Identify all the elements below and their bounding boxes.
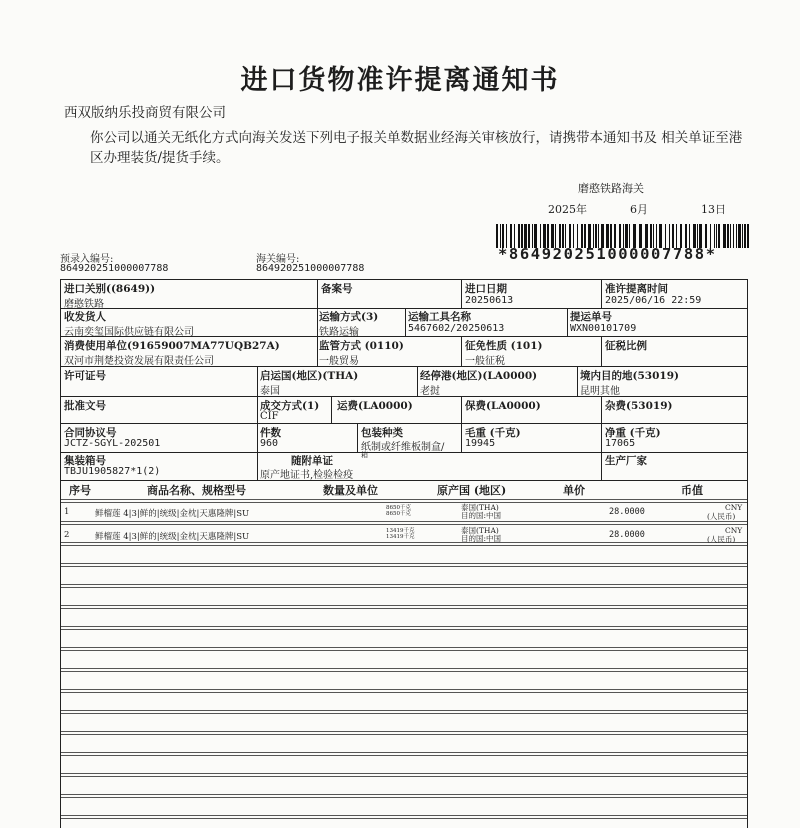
goods-row-origin: 泰国(THA): [461, 503, 499, 512]
gross-weight-label: 毛重 (千克): [465, 427, 521, 439]
goods-row-currency-name: (人民币): [707, 535, 736, 544]
col-header-origin: 原产国 (地区): [437, 484, 507, 497]
goods-row-name: 鲜榴莲 4|3|鲜的|统级|金枕|天惠隆牌|SU: [95, 532, 250, 542]
tax-nature-label: 征免性质 (101): [465, 340, 543, 352]
origin-country-label: 启运国(地区)(THA): [260, 370, 359, 382]
contract-value: JCTZ-SGYL-202501: [64, 438, 161, 449]
contract-label: 合同协议号: [64, 427, 117, 439]
company-name: 西双版纳乐投商贸有限公司: [64, 105, 226, 121]
gross-weight-value: 19945: [465, 438, 496, 449]
ruled-line: [61, 713, 747, 714]
misc-label: 杂费(53019): [605, 400, 673, 412]
pieces-value: 960: [260, 438, 279, 449]
transport-mode-label: 运输方式(3): [319, 311, 379, 323]
ruled-line: [61, 797, 747, 798]
col-header-no: 序号: [69, 484, 91, 497]
ruled-line: [61, 587, 747, 588]
ruled-line: [61, 671, 747, 672]
ruled-line: [61, 773, 747, 774]
ruled-line: [61, 710, 747, 711]
ruled-line: [61, 818, 747, 819]
license-label: 许可证号: [64, 370, 106, 382]
customs-number: 864920251000007788: [256, 263, 365, 274]
ruled-line: [61, 545, 747, 546]
goods-row-price: 28.0000: [609, 507, 645, 517]
release-time-value: 2025/06/16 22:59: [605, 295, 702, 306]
transit-port-value: 老挝: [420, 386, 440, 397]
docs-value: 原产地证书,检验检疫: [260, 470, 354, 481]
manufacturer-label: 生产厂家: [605, 455, 647, 467]
issue-day: 13日: [701, 203, 726, 216]
consumer-value: 双河市荆楚投资发展有限责任公司: [64, 356, 214, 367]
goods-row-currency: CNY: [725, 503, 743, 512]
supervision-label: 监管方式 (0110): [319, 340, 404, 352]
goods-row-no: 1: [64, 507, 70, 517]
import-date-label: 进口日期: [465, 283, 507, 295]
ruled-line: [61, 502, 747, 503]
ruled-line: [61, 521, 747, 522]
goods-row-no: 2: [64, 530, 70, 540]
goods-row-destination: 目的国:中国: [461, 511, 502, 520]
bill-no-value: WXN00101709: [570, 323, 637, 334]
goods-row-destination: 目的国:中国: [461, 534, 502, 543]
supervision-value: 一般贸易: [319, 356, 359, 367]
col-header-price: 单价: [563, 484, 585, 497]
goods-row-name: 鲜榴莲 4|3|鲜的|统级|金枕|天惠隆牌|SU: [95, 509, 250, 519]
transport-tool-value: 5467602/20250613: [408, 323, 505, 334]
insurance-label: 保费(LA0000): [465, 400, 541, 412]
ruled-line: [61, 755, 747, 756]
ruled-line: [61, 584, 747, 585]
net-weight-value: 17065: [605, 438, 636, 449]
barcode-number: *8649202510000077​88*: [498, 245, 717, 263]
deal-mode-label: 成交方式(1): [260, 400, 320, 412]
goods-row-qty2: 13419千克: [386, 534, 415, 540]
net-weight-label: 净重 (千克): [605, 427, 661, 439]
ruled-line: [61, 608, 747, 609]
ruled-line: [61, 734, 747, 735]
ruled-line: [61, 626, 747, 627]
ruled-line: [61, 563, 747, 564]
port-value: 磨憨铁路: [64, 299, 104, 310]
goods-row-currency-name: (人民币): [707, 512, 736, 521]
destination-value: 昆明其他: [580, 386, 620, 397]
release-time-label: 准许提离时间: [605, 283, 668, 295]
customs-office: 磨憨铁路海关: [578, 182, 644, 195]
freight-label: 运费(LA0000): [337, 400, 413, 412]
import-date-value: 20250613: [465, 295, 514, 306]
ruled-line: [61, 566, 747, 567]
consignee-label: 收发货人: [64, 311, 106, 323]
pre-entry-number: 864920251000007788: [60, 263, 169, 274]
container-value: TBJU1905827*1(2): [64, 466, 161, 477]
tax-nature-value: 一般征税: [465, 356, 505, 367]
ruled-line: [61, 499, 747, 500]
destination-label: 境内目的地(53019): [580, 370, 679, 382]
package-value: 纸制或纤维板制盒/: [361, 442, 445, 453]
transport-tool-label: 运输工具名称: [408, 311, 471, 323]
goods-row-qty1: 8650千克: [386, 505, 411, 511]
package-value-extra: 箱: [361, 451, 368, 459]
pre-entry-label: 预录入编号:: [60, 254, 114, 265]
ruled-line: [61, 542, 747, 543]
ruled-line: [61, 647, 747, 648]
consumer-label: 消费使用单位(91659007MA77UQB27A): [64, 340, 280, 352]
goods-row-qty1: 13419千克: [386, 528, 415, 534]
issue-month: 6月: [630, 203, 648, 216]
col-header-qty: 数量及单位: [323, 484, 378, 497]
approval-label: 批准文号: [64, 400, 106, 412]
col-header-name: 商品名称、规格型号: [147, 484, 246, 497]
ruled-line: [61, 629, 747, 630]
ruled-line: [61, 605, 747, 606]
ruled-line: [61, 752, 747, 753]
ruled-line: [61, 815, 747, 816]
ruled-line: [61, 692, 747, 693]
customs-number-label: 海关编号:: [256, 254, 300, 265]
goods-row-price: 28.0000: [609, 530, 645, 540]
goods-row-currency: CNY: [725, 526, 743, 535]
deal-mode-value: CIF: [260, 411, 279, 422]
container-label: 集装箱号: [64, 455, 106, 467]
transport-mode-value: 铁路运输: [319, 327, 359, 338]
package-label: 包装种类: [361, 427, 403, 439]
notice-body: 你公司以通关无纸化方式向海关发送下列电子报关单数据业经海关审核放行，请携带本通知书及 相关单证至港区办理装货/提货手续。: [90, 130, 743, 166]
ruled-line: [61, 689, 747, 690]
ruled-line: [61, 776, 747, 777]
tax-ratio-label: 征税比例: [605, 340, 647, 352]
goods-row-qty2: 8650千克: [386, 511, 411, 517]
record-label: 备案号: [321, 283, 353, 295]
ruled-line: [61, 524, 747, 525]
col-header-currency: 币值: [681, 484, 703, 497]
goods-row-origin: 泰国(THA): [461, 526, 499, 535]
issue-year: 2025年: [548, 203, 587, 216]
docs-label: 随附单证: [291, 455, 333, 467]
ruled-line: [61, 731, 747, 732]
pieces-label: 件数: [260, 427, 281, 439]
ruled-line: [61, 668, 747, 669]
transit-port-label: 经停港(地区)(LA0000): [420, 370, 538, 382]
declaration-form: [60, 279, 748, 828]
origin-country-value: 泰国: [260, 386, 280, 397]
ruled-line: [61, 650, 747, 651]
document-title: 进口货物准许提离通知书: [240, 65, 560, 96]
bill-no-label: 提运单号: [570, 311, 612, 323]
ruled-line: [61, 794, 747, 795]
issue-date: [548, 201, 726, 217]
port-label: 进口关别((8649)): [64, 283, 156, 295]
consignee-value: 云南奕玺国际供应链有限公司: [64, 327, 194, 338]
